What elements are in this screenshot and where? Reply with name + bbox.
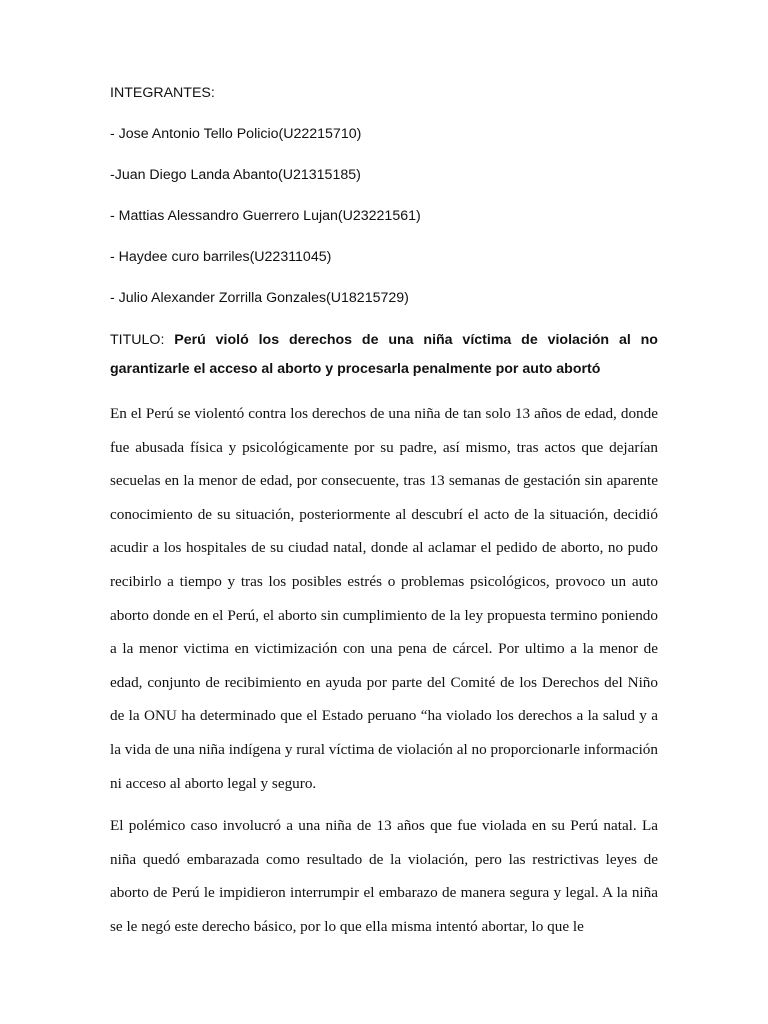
document-title [110,326,658,384]
title-label: TITULO: [110,332,175,348]
member-item: - Julio Alexander Zorrilla Gonzales(U18215729) [110,290,409,306]
body-paragraph-2: El polémico caso involucró a una niña de 13 años que fue violada en su Perú natal. La niña quedó embarazada como resultado de la violación, pero las restrictivas leyes de aborto de Perú le impidieron interrumpir el embarazo de manera segura y legal. A la niña se le negó este derecho básico, por lo que ella misma intentó abortar, lo que le [110,817,658,935]
member-item: -Juan Diego Landa Abanto(U21315185) [110,167,361,183]
body-paragraph-1: En el Perú se violentó contra los derechos de una niña de tan solo 13 años de edad, donde fue abusada física y psicológicamente por su padre, así mismo, tras actos que dejarían secuelas en la menor de edad, por consecuente, tras 13 semanas de gestación sin aparente conocimiento de su situación, posteriormente al descubrí el acto de la situación, decidió acudir a los hospitales de su ciudad natal, donde al aclamar el pedido de aborto, no pudo recibirlo a tiempo y tras los posibles estrés o problemas psicológicos, provoco un auto aborto donde en el Perú, el aborto sin cumplimiento de la ley propuesta termino poniendo a la menor victima en victimización con una pena de cárcel. Por ultimo a la menor de edad, conjunto de recibimiento en ayuda por parte del Comité de los Derechos del Niño de la ONU ha determinado que el Estado peruano “ha violado los derechos a la salud y a la vida de una niña indígena y rural víctima de violación al no proporcionarle información ni acceso al aborto legal y seguro. [110,405,658,792]
member-item: - Mattias Alessandro Guerrero Lujan(U23221561) [110,208,421,224]
member-item: - Haydee curo barriles(U22311045) [110,249,332,265]
members-heading: INTEGRANTES: [110,85,215,101]
member-item: - Jose Antonio Tello Policio(U22215710) [110,126,362,142]
title-text: Perú violó los derechos de una niña víctima de violación al no garantizarle el acceso al aborto y procesarla penalmente por auto abortó [110,332,658,377]
